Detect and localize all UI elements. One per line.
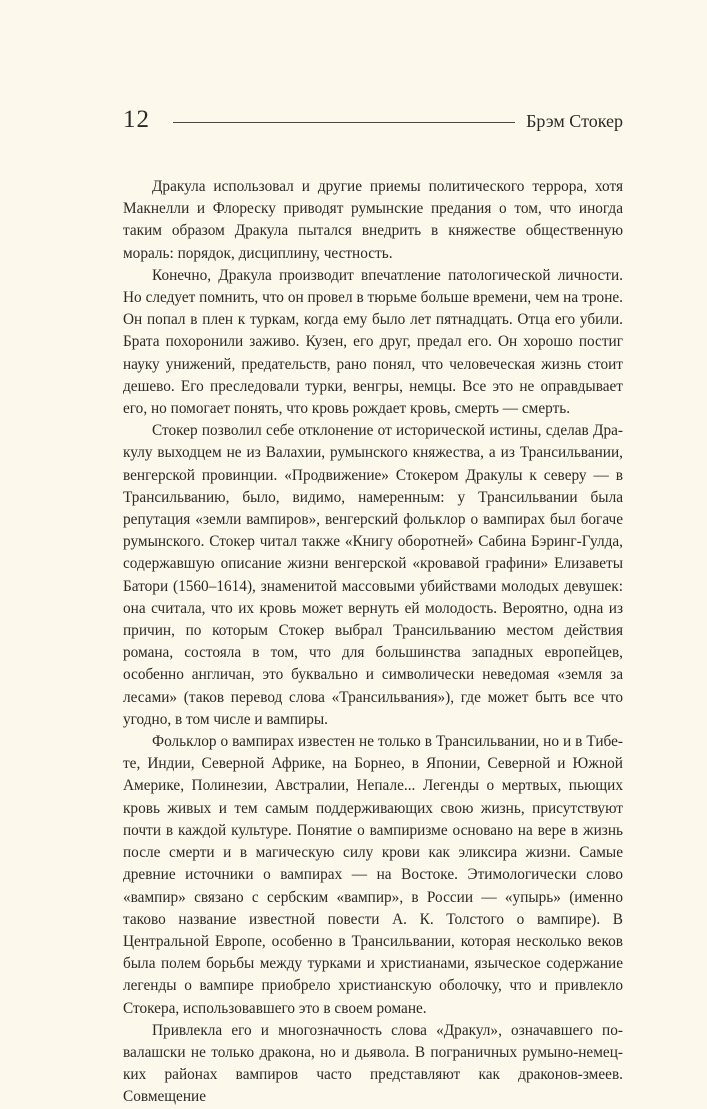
- running-head-author: Брэм Стокер: [526, 111, 623, 131]
- header-rule: [173, 122, 515, 123]
- page-number: 12: [123, 106, 150, 133]
- body-text: [123, 176, 623, 1109]
- paragraph: Дракула использовал и другие приемы политического террора, хотя Макнелли и Флореску приводят румынские предания о том, что иногда таким образом Дракула пытался внедрить в княжестве общественную мораль: порядок, дисциплину, честность.: [123, 178, 623, 262]
- paragraph: Конечно, Дракула производит впечатление патологической личности. Но следует помнить, что он провел в тюрьме больше времени, чем на троне. Он попал в плен к туркам, когда ему было лет пятнадцать. Отца его убили. Брата похоронили заживо. Кузен, его друг, предал его. Он хорошо постиг науку унижений, предательств, рано понял, что человеческая жизнь стоит дешево. Его преследовали турки, венгры, немцы. Все это не оправдывает его, но помогает понять, что кровь рождает кровь, смерть — смерть.: [123, 266, 623, 418]
- paragraph: Привлекла его и многозначность слова «Дракул», означавшего повалашски не только дракона, но и дьявола. В пограничных румыно-немецких районах вампиров часто представляют как драконов-змеев. Совмещение: [123, 1021, 623, 1106]
- paragraph: Фольклор о вампирах известен не только в Трансильвании, но и в Тибете, Индии, Северной Африке, на Борнео, в Японии, Северной и Южной Америке, Полинезии, Австралии, Непале... Легенды о мертвых, пьющих кровь живых и тем самым поддерживающих свою жизнь, присутствуют почти в каждой культуре. Понятие о вампиризме основано на вере в жизнь после смерти и в магическую силу крови как эликсира жизни. Самые древние источники о вампирах — на Востоке. Этимологически слово «вампир» связано с сербским «вампир», в России — «упырь» (именно таково название известной повести А. К. Толстого о вампире). В Центральной Европе, особенно в Трансильвании, которая несколько веков была полем борьбы между турками и христианами, языческое содержание легенды о вампире приобрело христианскую оболочку, что и привлекло Стокера, использовавшего это в своем романе.: [123, 733, 623, 1017]
- paragraph: Стокер позволил себе отклонение от исторической истины, сделав Дракулу выходцем не из Валахии, румынского княжества, а из Трансильвании, венгерской провинции. «Продвижение» Стокером Дракулы к северу — в Трансильванию, было, видимо, намеренным: у Трансильвании была репутация «земли вампиров», венгерский фольклор о вампирах был богаче румынского. Стокер читал также «Книгу оборотней» Сабина Бэринг-Гулда, содержавшую описание жизни венгерской «кровавой графини» Елизаветы Батори (1560–1614), знаменитой массовыми убийствами молодых девушек: она считала, что их кровь может вернуть ей молодость. Вероятно, одна из причин, по которым Стокер выбрал Трансильванию местом действия романа, состояла в том, что для большинства западных европейцев, особенно англичан, это буквально и символически неведомая «земля за лесами» (таков перевод слова «Трансильвания»), где может быть все что угодно, в том числе и вампиры.: [123, 422, 623, 728]
- running-head: [123, 106, 623, 134]
